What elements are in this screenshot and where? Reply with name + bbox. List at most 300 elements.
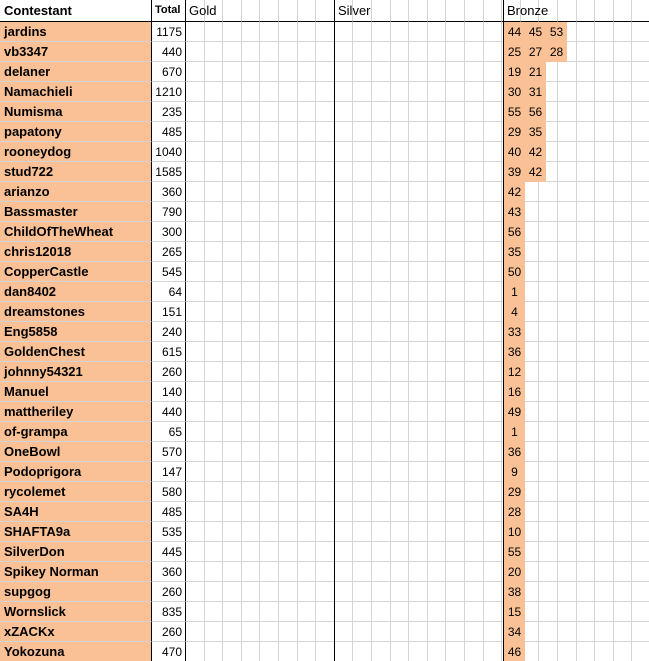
grid-cell[interactable] [446,42,465,62]
grid-cell[interactable] [316,582,335,602]
grid-cell[interactable] [446,522,465,542]
grid-cell[interactable] [353,202,372,222]
contestant-name[interactable]: of-grampa [0,422,152,442]
grid-cell[interactable] [577,42,596,62]
grid-cell[interactable] [391,22,410,42]
total-value[interactable]: 1585 [152,162,186,182]
grid-cell[interactable] [484,502,503,522]
grid-cell[interactable] [279,82,298,102]
grid-cell[interactable] [260,262,279,282]
grid-cell[interactable] [279,642,298,661]
total-value[interactable]: 535 [152,522,186,542]
header-cell[interactable] [260,0,279,22]
grid-cell[interactable] [391,562,410,582]
grid-cell[interactable] [409,522,428,542]
grid-cell[interactable] [186,642,205,661]
grid-cell[interactable] [614,642,633,661]
grid-cell[interactable] [335,582,354,602]
grid-cell[interactable] [428,582,447,602]
grid-cell[interactable] [428,182,447,202]
grid-cell[interactable] [353,302,372,322]
total-value[interactable]: 570 [152,442,186,462]
grid-cell[interactable] [205,102,224,122]
grid-cell[interactable] [260,362,279,382]
bronze-value[interactable]: 9 [504,462,525,482]
grid-cell[interactable] [409,362,428,382]
grid-cell[interactable] [391,302,410,322]
grid-cell[interactable] [614,102,633,122]
grid-cell[interactable] [335,522,354,542]
grid-cell[interactable] [595,322,614,342]
grid-cell[interactable] [298,82,317,102]
grid-cell[interactable] [223,362,242,382]
grid-cell[interactable] [391,442,410,462]
grid-cell[interactable] [614,302,633,322]
grid-cell[interactable] [614,162,633,182]
grid-cell[interactable] [595,62,614,82]
grid-cell[interactable] [335,502,354,522]
grid-cell[interactable] [279,322,298,342]
grid-cell[interactable] [260,542,279,562]
grid-cell[interactable] [632,262,649,282]
grid-cell[interactable] [595,162,614,182]
grid-cell[interactable] [632,102,649,122]
grid-cell[interactable] [465,202,484,222]
grid-cell[interactable] [632,482,649,502]
grid-cell[interactable] [614,462,633,482]
grid-cell[interactable] [242,642,261,661]
grid-cell[interactable] [186,282,205,302]
grid-cell[interactable] [205,622,224,642]
bronze-value[interactable]: 56 [504,222,525,242]
grid-cell[interactable] [316,502,335,522]
grid-cell[interactable] [484,322,503,342]
grid-cell[interactable] [577,342,596,362]
grid-cell[interactable] [316,322,335,342]
bronze-value[interactable]: 55 [504,102,525,122]
grid-cell[interactable] [577,242,596,262]
grid-cell[interactable] [279,602,298,622]
grid-cell[interactable] [558,362,577,382]
grid-cell[interactable] [335,562,354,582]
bronze-value[interactable]: 10 [504,522,525,542]
contestant-name[interactable]: chris12018 [0,242,152,262]
grid-cell[interactable] [279,162,298,182]
grid-cell[interactable] [484,462,503,482]
bronze-value[interactable]: 28 [546,42,567,62]
bronze-value[interactable]: 55 [504,542,525,562]
grid-cell[interactable] [316,422,335,442]
grid-cell[interactable] [391,582,410,602]
grid-cell[interactable] [558,162,577,182]
grid-cell[interactable] [242,522,261,542]
grid-cell[interactable] [446,442,465,462]
grid-cell[interactable] [186,382,205,402]
grid-cell[interactable] [614,502,633,522]
grid-cell[interactable] [409,82,428,102]
grid-cell[interactable] [223,582,242,602]
grid-cell[interactable] [205,162,224,182]
grid-cell[interactable] [372,482,391,502]
grid-cell[interactable] [205,542,224,562]
grid-cell[interactable] [353,122,372,142]
grid-cell[interactable] [428,162,447,182]
grid-cell[interactable] [242,282,261,302]
grid-cell[interactable] [298,542,317,562]
grid-cell[interactable] [260,402,279,422]
grid-cell[interactable] [577,22,596,42]
contestant-name[interactable]: Bassmaster [0,202,152,222]
grid-cell[interactable] [595,282,614,302]
grid-cell[interactable] [335,602,354,622]
grid-cell[interactable] [632,162,649,182]
contestant-name[interactable]: Numisma [0,102,152,122]
grid-cell[interactable] [353,242,372,262]
grid-cell[interactable] [484,622,503,642]
header-cell[interactable] [428,0,447,22]
grid-cell[interactable] [632,462,649,482]
grid-cell[interactable] [391,522,410,542]
grid-cell[interactable] [186,242,205,262]
grid-cell[interactable] [335,622,354,642]
grid-cell[interactable] [409,462,428,482]
header-cell[interactable] [279,0,298,22]
grid-cell[interactable] [428,322,447,342]
grid-cell[interactable] [465,182,484,202]
contestant-header[interactable]: Contestant [0,0,152,22]
grid-cell[interactable] [465,262,484,282]
grid-cell[interactable] [614,582,633,602]
grid-cell[interactable] [205,302,224,322]
contestant-name[interactable]: johnny54321 [0,362,152,382]
grid-cell[interactable] [223,262,242,282]
grid-cell[interactable] [632,442,649,462]
grid-cell[interactable] [298,242,317,262]
contestant-name[interactable]: rooneydog [0,142,152,162]
contestant-name[interactable]: xZACKx [0,622,152,642]
grid-cell[interactable] [558,402,577,422]
grid-cell[interactable] [353,342,372,362]
grid-cell[interactable] [446,182,465,202]
grid-cell[interactable] [335,142,354,162]
grid-cell[interactable] [632,82,649,102]
grid-cell[interactable] [409,342,428,362]
grid-cell[interactable] [632,522,649,542]
contestant-name[interactable]: rycolemet [0,482,152,502]
grid-cell[interactable] [409,402,428,422]
grid-cell[interactable] [242,622,261,642]
grid-cell[interactable] [614,122,633,142]
grid-cell[interactable] [428,302,447,322]
grid-cell[interactable] [242,182,261,202]
grid-cell[interactable] [372,22,391,42]
grid-cell[interactable] [279,102,298,122]
grid-cell[interactable] [539,582,558,602]
grid-cell[interactable] [614,42,633,62]
grid-cell[interactable] [335,222,354,242]
grid-cell[interactable] [632,202,649,222]
header-cell[interactable] [614,0,633,22]
contestant-name[interactable]: SHAFTA9a [0,522,152,542]
grid-cell[interactable] [558,222,577,242]
grid-cell[interactable] [335,302,354,322]
grid-cell[interactable] [558,202,577,222]
bronze-value[interactable]: 33 [504,322,525,342]
grid-cell[interactable] [558,382,577,402]
total-value[interactable]: 470 [152,642,186,661]
grid-cell[interactable] [632,402,649,422]
grid-cell[interactable] [260,322,279,342]
grid-cell[interactable] [372,402,391,422]
grid-cell[interactable] [446,262,465,282]
grid-cell[interactable] [242,82,261,102]
grid-cell[interactable] [595,622,614,642]
grid-cell[interactable] [614,322,633,342]
grid-cell[interactable] [446,422,465,442]
grid-cell[interactable] [465,22,484,42]
grid-cell[interactable] [316,402,335,422]
grid-cell[interactable] [186,582,205,602]
grid-cell[interactable] [223,642,242,661]
grid-cell[interactable] [372,282,391,302]
total-value[interactable]: 545 [152,262,186,282]
grid-cell[interactable] [316,602,335,622]
grid-cell[interactable] [614,182,633,202]
grid-cell[interactable] [484,242,503,262]
grid-cell[interactable] [353,382,372,402]
grid-cell[interactable] [595,522,614,542]
grid-cell[interactable] [372,502,391,522]
grid-cell[interactable] [205,402,224,422]
grid-cell[interactable] [279,382,298,402]
grid-cell[interactable] [465,122,484,142]
total-value[interactable]: 240 [152,322,186,342]
grid-cell[interactable] [614,442,633,462]
grid-cell[interactable] [223,602,242,622]
grid-cell[interactable] [335,342,354,362]
grid-cell[interactable] [409,202,428,222]
grid-cell[interactable] [539,642,558,661]
grid-cell[interactable] [372,242,391,262]
grid-cell[interactable] [260,422,279,442]
grid-cell[interactable] [242,62,261,82]
grid-cell[interactable] [223,402,242,422]
grid-cell[interactable] [465,402,484,422]
grid-cell[interactable] [577,82,596,102]
grid-cell[interactable] [409,302,428,322]
grid-cell[interactable] [558,342,577,362]
grid-cell[interactable] [186,202,205,222]
grid-cell[interactable] [409,642,428,661]
total-value[interactable]: 1040 [152,142,186,162]
grid-cell[interactable] [298,582,317,602]
grid-cell[interactable] [558,62,577,82]
grid-cell[interactable] [372,122,391,142]
grid-cell[interactable] [428,462,447,482]
grid-cell[interactable] [391,382,410,402]
grid-cell[interactable] [186,462,205,482]
grid-cell[interactable] [428,202,447,222]
grid-cell[interactable] [632,242,649,262]
grid-cell[interactable] [595,562,614,582]
grid-cell[interactable] [558,182,577,202]
grid-cell[interactable] [353,422,372,442]
grid-cell[interactable] [484,122,503,142]
grid-cell[interactable] [632,362,649,382]
grid-cell[interactable] [465,382,484,402]
header-cell[interactable] [391,0,410,22]
grid-cell[interactable] [316,302,335,322]
grid-cell[interactable] [205,262,224,282]
grid-cell[interactable] [186,302,205,322]
grid-cell[interactable] [186,262,205,282]
grid-cell[interactable] [298,622,317,642]
grid-cell[interactable] [298,422,317,442]
grid-cell[interactable] [428,502,447,522]
grid-cell[interactable] [409,282,428,302]
grid-cell[interactable] [298,262,317,282]
contestant-name[interactable]: stud722 [0,162,152,182]
grid-cell[interactable] [614,422,633,442]
grid-cell[interactable] [428,362,447,382]
bronze-value[interactable]: 49 [504,402,525,422]
grid-cell[interactable] [446,382,465,402]
bronze-value[interactable]: 21 [525,62,546,82]
grid-cell[interactable] [465,62,484,82]
header-cell[interactable] [223,0,242,22]
grid-cell[interactable] [372,82,391,102]
grid-cell[interactable] [391,462,410,482]
header-cell[interactable] [409,0,428,22]
bronze-value[interactable]: 35 [525,122,546,142]
grid-cell[interactable] [316,522,335,542]
grid-cell[interactable] [577,542,596,562]
bronze-value[interactable]: 20 [504,562,525,582]
grid-cell[interactable] [279,582,298,602]
grid-cell[interactable] [223,562,242,582]
grid-cell[interactable] [409,622,428,642]
grid-cell[interactable] [316,102,335,122]
grid-cell[interactable] [242,602,261,622]
total-value[interactable]: 360 [152,562,186,582]
grid-cell[interactable] [577,262,596,282]
grid-cell[interactable] [577,402,596,422]
grid-cell[interactable] [260,502,279,522]
grid-cell[interactable] [391,82,410,102]
grid-cell[interactable] [353,182,372,202]
grid-cell[interactable] [539,502,558,522]
grid-cell[interactable] [260,42,279,62]
grid-cell[interactable] [428,102,447,122]
grid-cell[interactable] [539,402,558,422]
grid-cell[interactable] [353,102,372,122]
grid-cell[interactable] [279,342,298,362]
grid-cell[interactable] [409,162,428,182]
grid-cell[interactable] [186,182,205,202]
grid-cell[interactable] [298,282,317,302]
contestant-name[interactable]: vb3347 [0,42,152,62]
grid-cell[interactable] [223,222,242,242]
grid-cell[interactable] [484,522,503,542]
grid-cell[interactable] [279,462,298,482]
grid-cell[interactable] [186,422,205,442]
grid-cell[interactable] [632,142,649,162]
header-cell[interactable] [242,0,261,22]
grid-cell[interactable] [353,482,372,502]
grid-cell[interactable] [614,342,633,362]
grid-cell[interactable] [614,82,633,102]
bronze-value[interactable]: 30 [504,82,525,102]
grid-cell[interactable] [391,322,410,342]
grid-cell[interactable] [632,182,649,202]
total-value[interactable]: 260 [152,362,186,382]
grid-cell[interactable] [279,182,298,202]
grid-cell[interactable] [391,402,410,422]
grid-cell[interactable] [577,222,596,242]
grid-cell[interactable] [391,342,410,362]
grid-cell[interactable] [409,422,428,442]
grid-cell[interactable] [279,562,298,582]
grid-cell[interactable] [428,642,447,661]
grid-cell[interactable] [391,242,410,262]
grid-cell[interactable] [335,402,354,422]
grid-cell[interactable] [298,102,317,122]
grid-cell[interactable] [205,202,224,222]
total-value[interactable]: 300 [152,222,186,242]
grid-cell[interactable] [465,622,484,642]
grid-cell[interactable] [298,362,317,382]
grid-cell[interactable] [539,262,558,282]
grid-cell[interactable] [353,42,372,62]
grid-cell[interactable] [391,282,410,302]
grid-cell[interactable] [391,102,410,122]
grid-cell[interactable] [428,402,447,422]
grid-cell[interactable] [484,362,503,382]
grid-cell[interactable] [409,382,428,402]
grid-cell[interactable] [539,382,558,402]
grid-cell[interactable] [316,22,335,42]
grid-cell[interactable] [316,242,335,262]
grid-cell[interactable] [242,222,261,242]
contestant-name[interactable]: ChildOfTheWheat [0,222,152,242]
grid-cell[interactable] [186,162,205,182]
grid-cell[interactable] [409,322,428,342]
grid-cell[interactable] [372,322,391,342]
grid-cell[interactable] [223,622,242,642]
grid-cell[interactable] [446,202,465,222]
grid-cell[interactable] [632,622,649,642]
header-cell[interactable] [372,0,391,22]
bronze-value[interactable]: 1 [504,282,525,302]
grid-cell[interactable] [335,422,354,442]
grid-cell[interactable] [316,202,335,222]
grid-cell[interactable] [391,122,410,142]
grid-cell[interactable] [409,222,428,242]
grid-cell[interactable] [335,362,354,382]
grid-cell[interactable] [223,242,242,262]
grid-cell[interactable] [372,102,391,122]
grid-cell[interactable] [558,602,577,622]
grid-cell[interactable] [205,422,224,442]
grid-cell[interactable] [372,162,391,182]
grid-cell[interactable] [353,62,372,82]
grid-cell[interactable] [298,322,317,342]
bronze-value[interactable]: 45 [525,22,546,42]
grid-cell[interactable] [558,482,577,502]
grid-cell[interactable] [205,442,224,462]
grid-cell[interactable] [446,302,465,322]
grid-cell[interactable] [298,162,317,182]
